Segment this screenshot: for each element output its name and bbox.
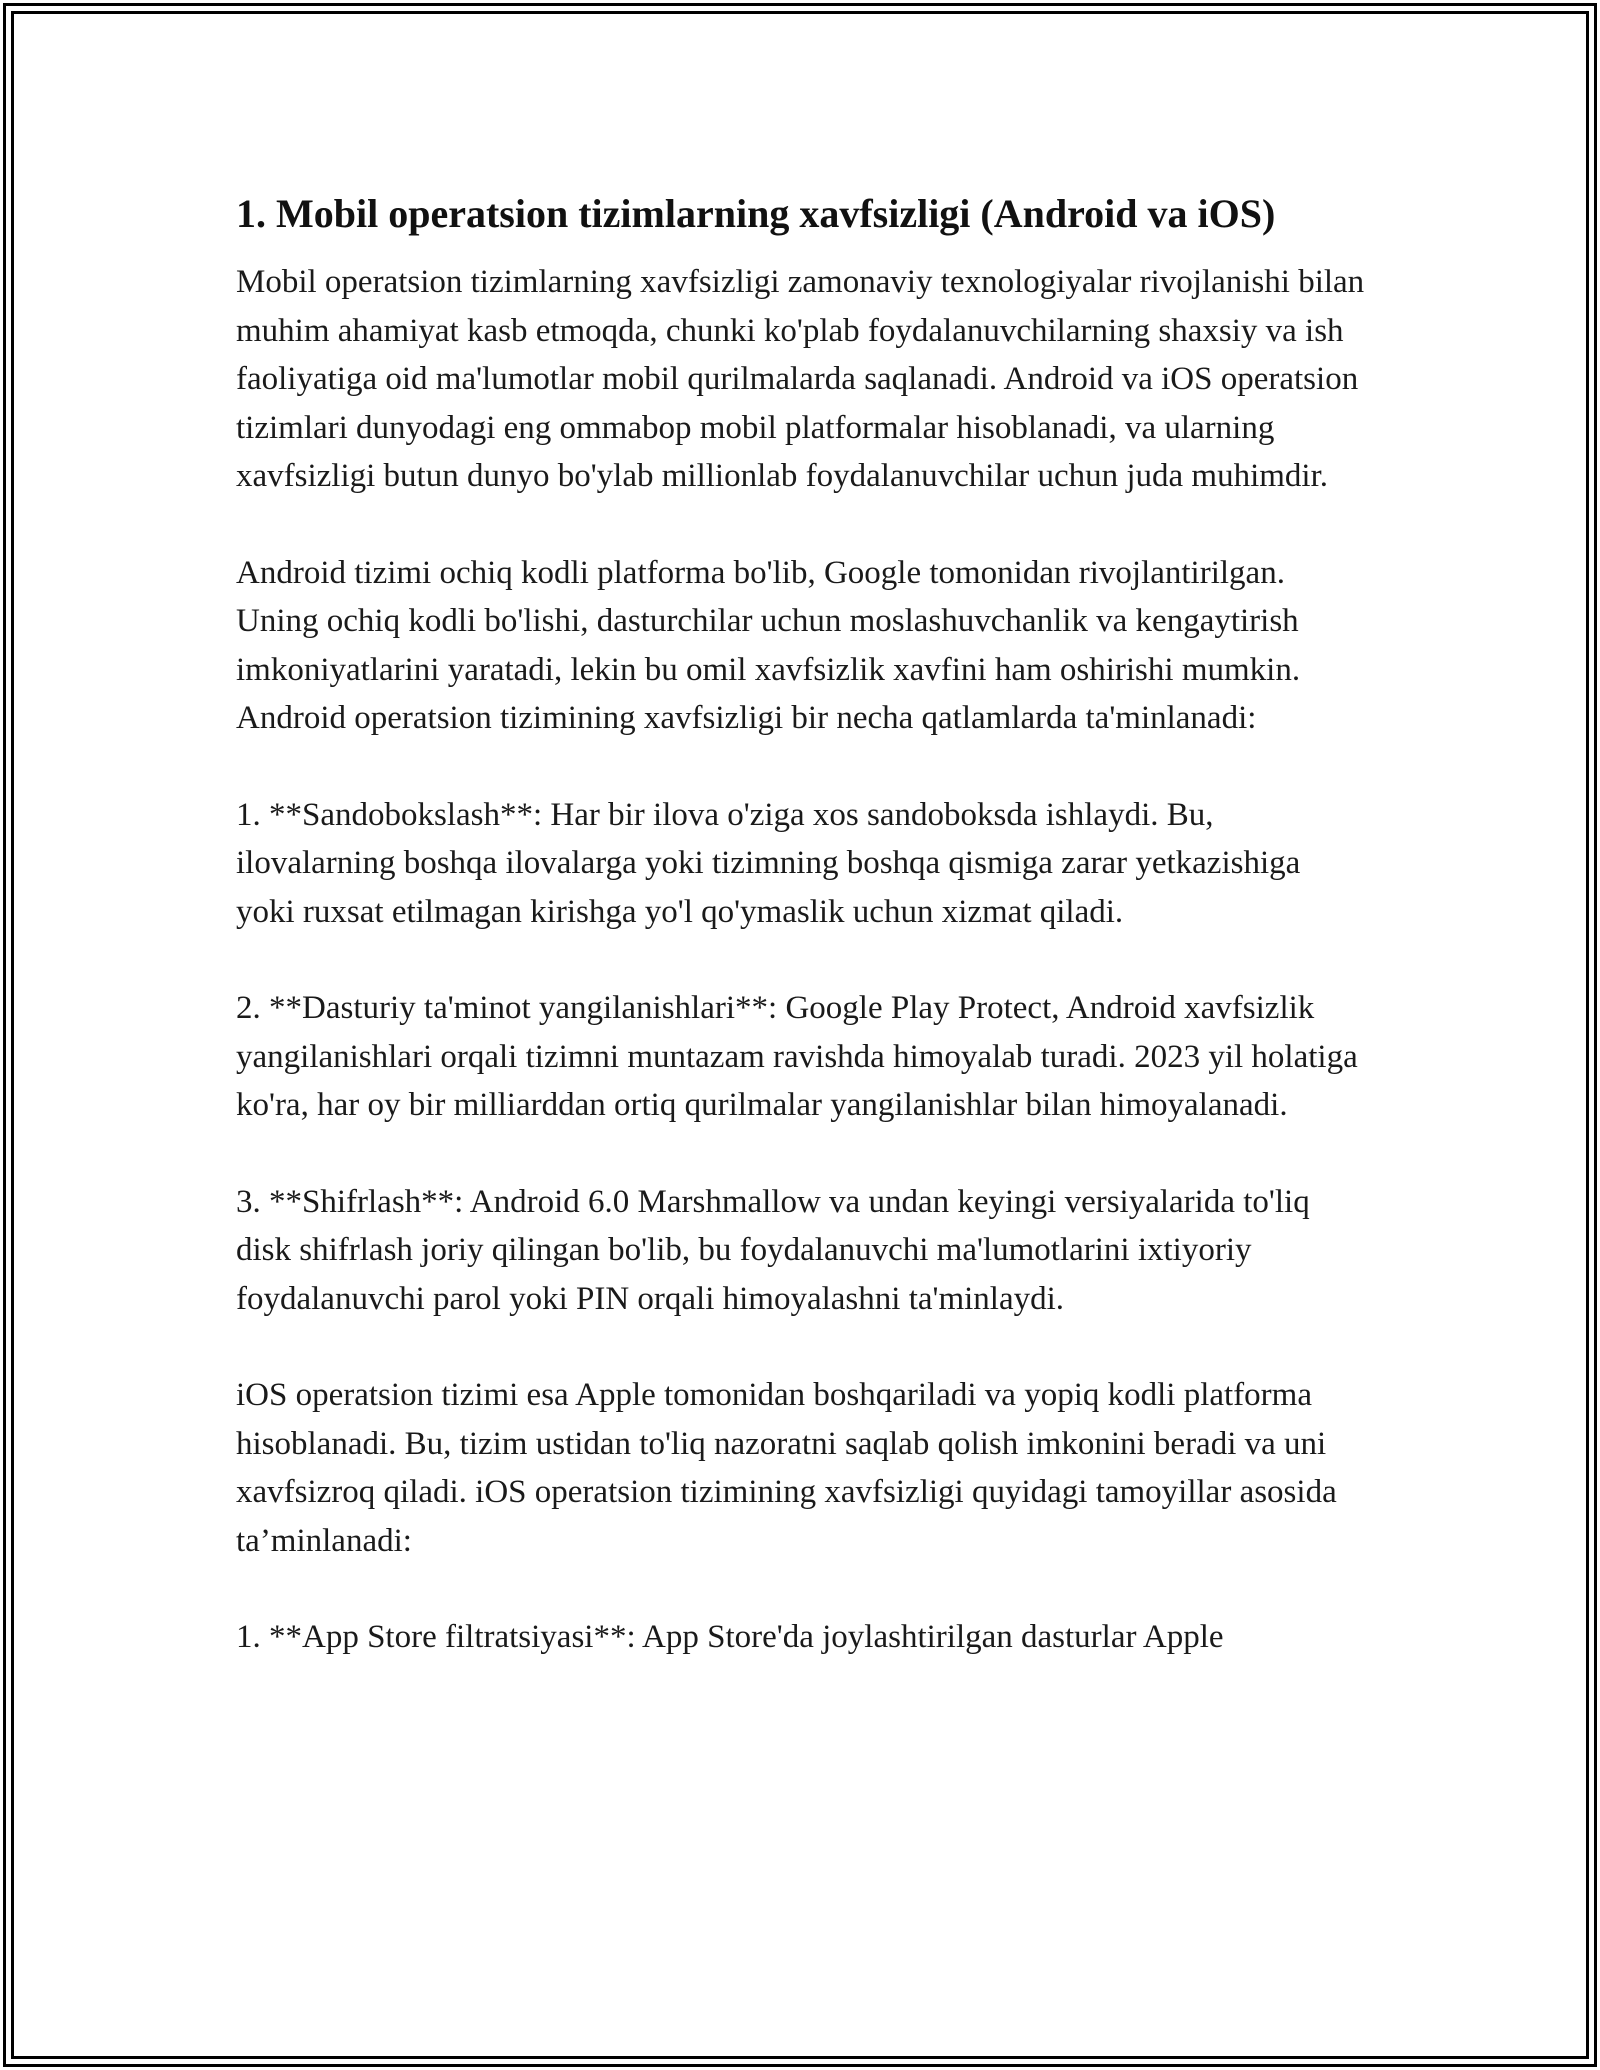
section-heading: 1. Mobil operatsion tizimlarning xavfsizligi (Android va iOS): [236, 191, 1276, 236]
list-item-app-store: 1. **App Store filtratsiyasi**: App Store'da joylashtirilgan dasturlar Apple: [236, 1619, 1224, 1655]
document-body: [236, 186, 1366, 1710]
paragraph-android: Android tizimi ochiq kodli platforma bo'lib, Google tomonidan rivojlantirilgan. Uning ochiq kodli bo'lishi, dasturchilar uchun moslashuvchanlik va kengaytirish imkoniyatlarini yaratadi, lekin bu omil xavfsizlik xavfini ham oshirishi mumkin. Android operatsion tizimining xavfsizligi bir necha qatlamlarda ta'minlanadi:: [236, 554, 1301, 736]
paragraph-intro: Mobil operatsion tizimlarning xavfsizligi zamonaviy texnologiyalar rivojlanishi bilan muhim ahamiyat kasb etmoqda, chunki ko'plab foydalanuvchilarning shaxsiy va ish faoliyatiga oid ma'lumotlar mobil qurilmalarda saqlanadi. Android va iOS operatsion tizimlari dunyodagi eng ommabop mobil platformalar hisoblanadi, va ularning xavfsizligi butun dunyo bo'ylab millionlab foydalanuvchilar uchun juda muhimdir.: [236, 264, 1365, 494]
list-item-updates: 2. **Dasturiy ta'minot yangilanishlari**: Google Play Protect, Android xavfsizlik yangilanishlari orqali tizimni muntazam ravishda himoyalab turadi. 2023 yil holatiga ko'ra, har oy bir milliarddan ortiq qurilmalar yangilanishlar bilan himoyalanadi.: [236, 990, 1358, 1123]
list-item-sandboxing: 1. **Sandobokslash**: Har bir ilova o'ziga xos sandoboksda ishlaydi. Bu, ilovalarning boshqa ilovalarga yoki tizimning boshqa qismiga zarar yetkazishiga yoki ruxsat etilmagan kirishga yo'l qo'ymaslik uchun xizmat qiladi.: [236, 796, 1301, 930]
paragraph-ios: iOS operatsion tizimi esa Apple tomonidan boshqariladi va yopiq kodli platforma hisoblanadi. Bu, tizim ustidan to'liq nazoratni saqlab qolish imkonini beradi va uni xavfsizroq qiladi. iOS operatsion tizimining xavfsizligi quyidagi tamoyillar asosida ta’minlanadi:: [236, 1377, 1337, 1559]
list-item-encryption: 3. **Shifrlash**: Android 6.0 Marshmallow va undan keyingi versiyalarida to'liq disk shifrlash joriy qilingan bo'lib, bu foydalanuvchi ma'lumotlarini ixtiyoriy foydalanuvchi parol yoki PIN orqali himoyalashni ta'minlaydi.: [236, 1183, 1310, 1317]
